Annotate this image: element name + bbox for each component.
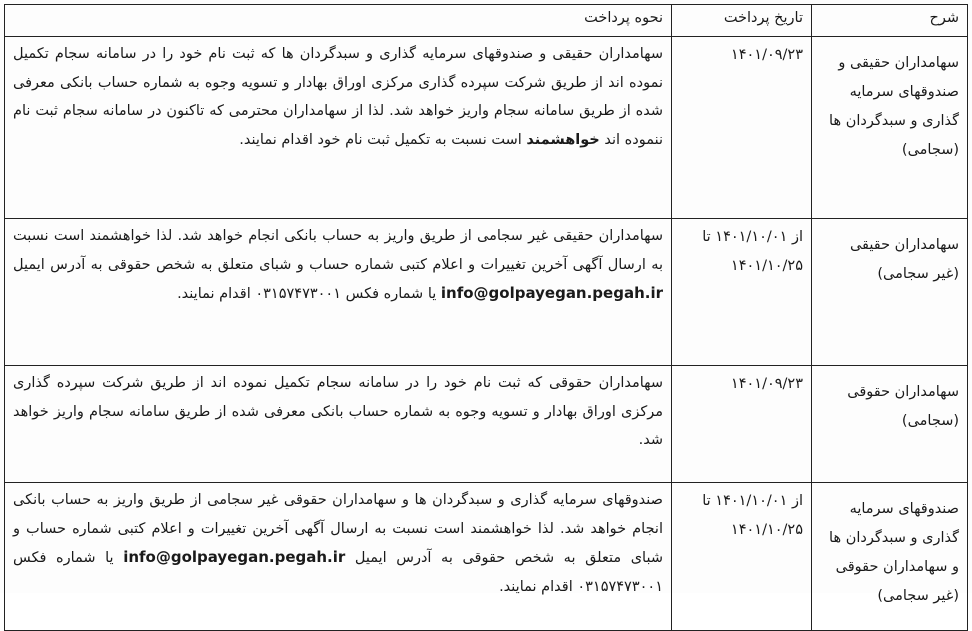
row-3-method [5, 366, 672, 483]
row-1-method-text-b: است نسبت به تکمیل ثبت نام خود اقدام نمایند. [239, 131, 527, 148]
header-payment-date: تاریخ پرداخت [672, 5, 812, 37]
row-1-method-text-a: سهامداران حقیقی و صندوقهای سرمایه گذاری و سبدگردان ها که ثبت نام خود را در سامانه سجام تکمیل نموده اند از طریق شرکت سپرده گذاری مرکزی اوراق بهادار و تسویه وجوه به شماره حساب بانکی معرفی شده از طریق سامانه سجام واریز خواهد شد. لذا از سهامداران محترمی که تاکنون در سامانه سجام ثبت نام ننموده اند [13, 46, 663, 148]
row-3-description: سهامداران حقوقی (سجامی) [812, 366, 968, 483]
row-2-description: سهامداران حقیقی (غیر سجامی) [812, 219, 968, 366]
table-header-row [5, 5, 968, 37]
dividend-payment-table [4, 4, 968, 631]
table-row [5, 483, 968, 631]
row-1-date [672, 37, 812, 219]
row-4-date-line-2: ۱۴۰۱/۱۰/۲۵ [730, 522, 803, 538]
row-4-date [672, 483, 812, 631]
row-2-date-line-1: از ۱۴۰۱/۱۰/۰۱ تا [702, 229, 803, 245]
row-4-method [5, 483, 672, 631]
row-2-date-line-2: ۱۴۰۱/۱۰/۲۵ [730, 258, 803, 274]
row-1-date-line-1: ۱۴۰۱/۰۹/۲۳ [730, 47, 803, 63]
table-row [5, 219, 968, 366]
row-1-description: سهامداران حقیقی و صندوقهای سرمایه گذاری و سبدگردان ها (سجامی) [812, 37, 968, 219]
row-3-method-text-a: سهامداران حقوقی که ثبت نام خود را در سامانه سجام تکمیل نموده اند از طریق شرکت سپرده گذاری مرکزی اوراق بهادار و تسویه وجوه به شماره حساب بانکی معرفی شده از طریق سامانه سجام واریز خواهد شد. [13, 375, 663, 449]
row-4-date-line-1: از ۱۴۰۱/۱۰/۰۱ تا [702, 493, 803, 509]
row-3-date-line-1: ۱۴۰۱/۰۹/۲۳ [730, 376, 803, 392]
table-row [5, 37, 968, 219]
row-3-date [672, 366, 812, 483]
row-1-method-emphasis: خواهشمند [526, 131, 600, 148]
row-4-description: صندوقهای سرمایه گذاری و سبدگردان ها و سهامداران حقوقی (غیر سجامی) [812, 483, 968, 631]
row-4-email-link[interactable]: info@golpayegan.pegah.ir [123, 548, 346, 567]
row-1-method [5, 37, 672, 219]
row-2-method [5, 219, 672, 366]
table-row [5, 366, 968, 483]
header-payment-method: نحوه پرداخت [5, 5, 672, 37]
row-2-method-text-b: یا شماره فکس ۰۳۱۵۷۴۷۳۰۰۱ اقدام نمایند. [177, 286, 441, 303]
row-2-method-text-a: سهامداران حقیقی غیر سجامی از طریق واریز به حساب بانکی انجام خواهد شد. لذا خواهشمند است نسبت به ارسال آگهی آخرین تغییرات و اعلام کتبی شماره حساب و شبای متعلق به شخص حقوقی به آدرس ایمیل [13, 228, 663, 273]
row-2-email-link[interactable]: info@golpayegan.pegah.ir [440, 284, 663, 303]
header-description: شرح [812, 5, 968, 37]
row-4-method-text-a: صندوقهای سرمایه گذاری و سبدگردان ها و سهامداران حقوقی غیر سجامی از طریق واریز به حساب بانکی انجام خواهد شد. لذا خواهشمند است نسبت به ارسال آگهی آخرین تغییرات و اعلام کتبی شماره حساب و شبای متعلق به شخص حقوقی به آدرس ایمیل [13, 492, 663, 567]
row-4-method-text-b: یا شماره فکس ۰۳۱۵۷۴۷۳۰۰۱ اقدام نمایند. [13, 550, 663, 595]
row-2-date [672, 219, 812, 366]
